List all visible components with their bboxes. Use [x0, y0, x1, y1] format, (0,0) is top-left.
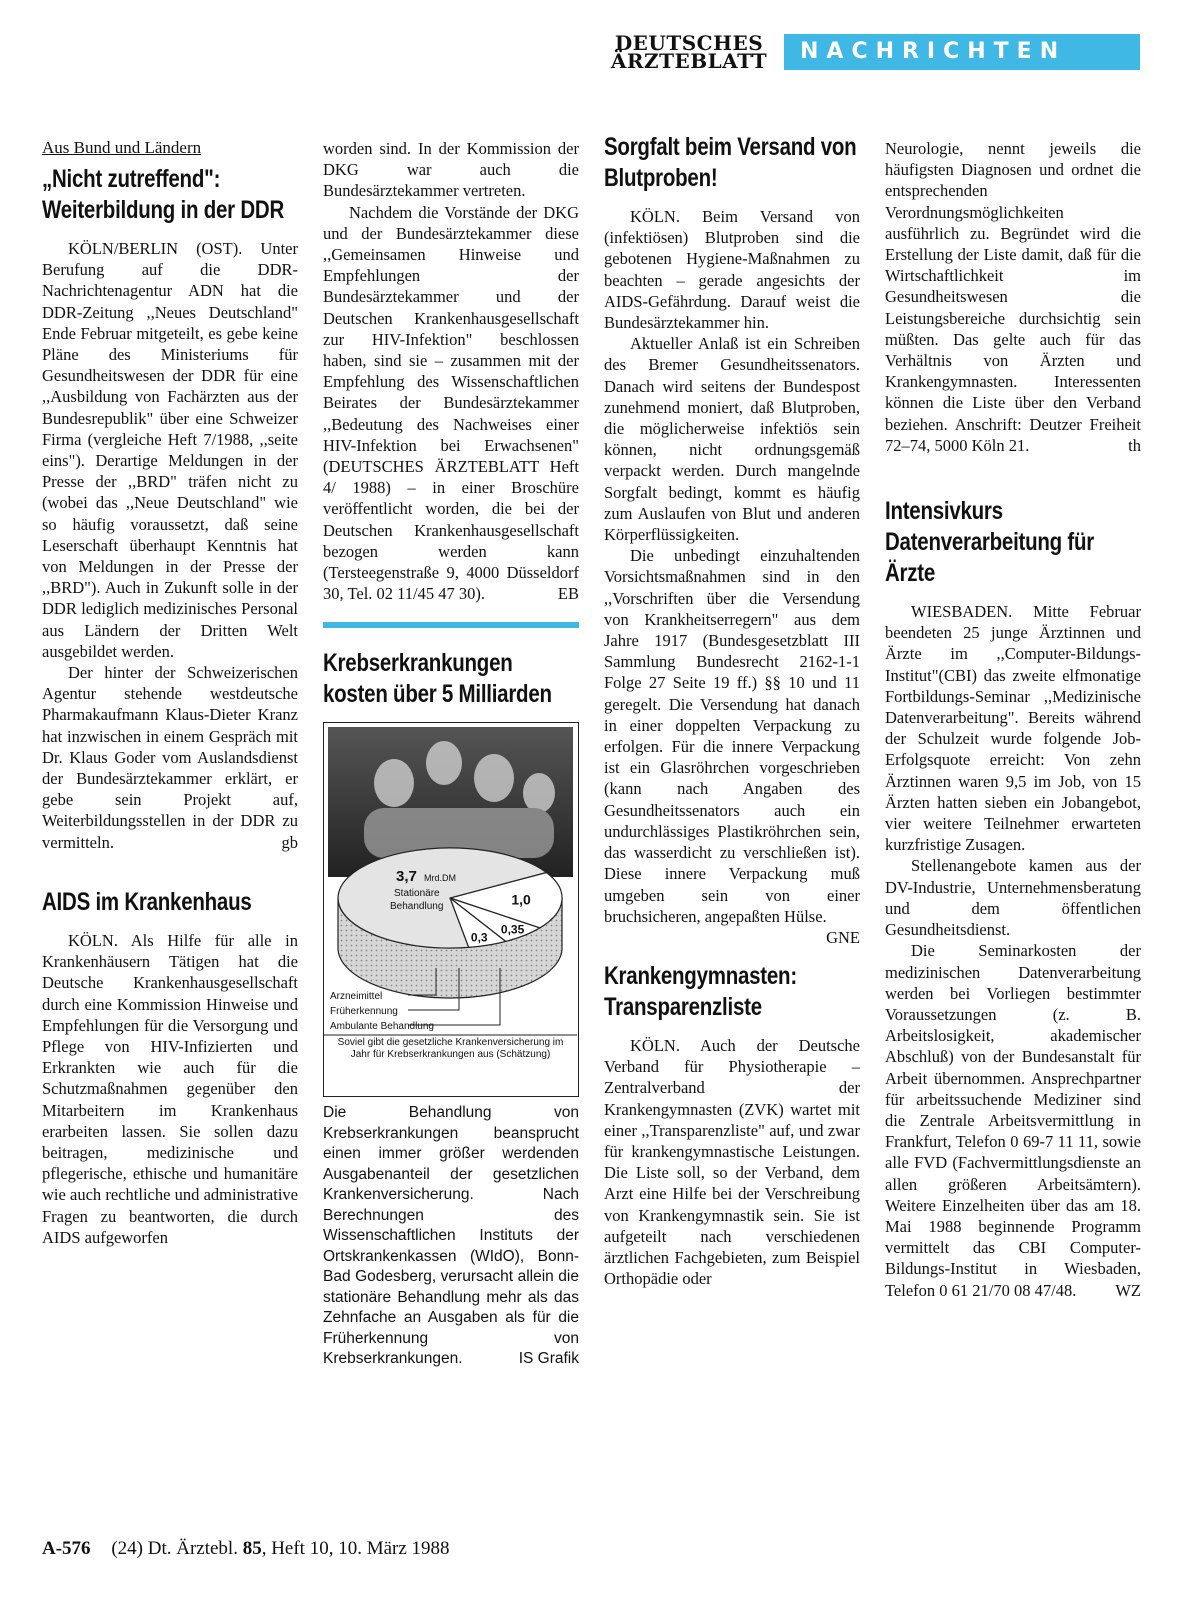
- paragraph: [42, 662, 298, 853]
- article-aids-krankenhaus: [42, 930, 298, 1248]
- paragraph: Aktueller Anlaß ist ein Schreiben des Bremer Gesundheitssenators. Danach wird seitens der Bundespost zunehmend moniert, daß Blutproben, die möglicherweise infektiös sein können, nicht ordnungsgemäß verpackt werden. Durch mangelnde Sorgfalt bedingt, kommt es häufig zum Auslaufen von Blut und anderen Körperflüssigkeiten.: [604, 334, 860, 545]
- paragraph-text: Der hinter der Schweizerischen Agentur stehende westdeutsche Pharmakaufmann Klaus-Dieter Kranz hat inzwischen in einem Gespräch mit Dr. Klaus Goder vom Auslandsdienst der Bundesärztekammer erklärt, er gebe sein Projekt auf, Weiterbildungsstellen in der DDR zu vermitteln.: [42, 663, 298, 852]
- article-aids-continued: [323, 138, 579, 604]
- paragraph: KÖLN/BERLIN (OST). Unter Berufung auf die DDR-Nachrichtenagentur ADN hat die DDR-Zeitung ,,Neues Deutschland" Ende Februar mitgeteilt, es gebe keine Pläne des Ministeriums für Gesundheitswesen der DDR für eine ,,Ausbildung von Fachärzten aus der Bundesrepublik" über eine Schweizer Firma (vergleiche Heft 7/1988, ,,seite eins"). Derartige Meldungen in der Presse der ,,BRD" träfen nicht zu (wobei das ,,Neue Deutschland" wie so häufig voraussetzt, daß seine Leserschaft überhaupt Kenntnis hat von Meldungen in der Presse der ,,BRD"). Auch in Zukunft solle in der DDR lediglich medizinisches Personal aus Ländern der Dritten Welt ausgebildet werden.: [42, 239, 298, 661]
- author-sign: th: [1128, 435, 1141, 455]
- paragraph: KÖLN. Beim Versand von (infektiösen) Blutproben sind die gebotenen Hygiene-Maßnahmen zu beachten – gerade angesichts der AIDS-Gefährdung. Darauf weist die Bundesärztekammer hin.: [604, 207, 860, 333]
- pie-label-frueherkennung-value: 0,35: [500, 923, 525, 938]
- pie-label-ambulant-value: 1,0: [511, 892, 531, 909]
- column-3: [604, 133, 860, 1289]
- article-blutproben: [604, 206, 860, 947]
- page-number: A-576: [42, 1538, 91, 1559]
- paragraph: [604, 545, 860, 947]
- pie-label-arzneimittel-value: 0,3: [470, 931, 488, 946]
- paragraph: [885, 138, 1141, 456]
- paragraph: KÖLN. Als Hilfe für alle in Krankenhäusern Tätigen hat die Deutsche Krankenhausgesellschaft durch eine Kommission Hinweise und Empfehlungen für die Versorgung und Pflege von HIV-Infizierten und Erkrankten wie auch für die Schutzmaßnahmen gegenüber den Mitarbeitern im Krankenhaus erarbeiten lassen. Sie sollen dazu beitragen, medizinische und pflegerische, ethische und humanitäre wie auch rechtliche und administrative Fragen zu beantworten, die durch AIDS aufgeworfen: [42, 930, 298, 1247]
- divider-rule: [323, 622, 579, 628]
- chart-description: [323, 1103, 579, 1370]
- paragraph: [323, 202, 579, 605]
- headline-weiterbildung-ddr: „Nicht zutreffend": Weiterbildung in der DDR: [42, 165, 285, 224]
- paragraph: [885, 940, 1141, 1300]
- pie-label-stationaer-name-2: Behandlung: [390, 901, 444, 913]
- masthead-line2: ÄRZTEBLATT: [610, 49, 768, 73]
- chart-caption-small: Soviel gibt die gesetzliche Krankenversicherung im Jahr für Krebserkrankungen aus (Schätzung): [337, 1037, 564, 1061]
- author-sign: gb: [281, 832, 298, 852]
- legend-frueherkennung: Früherkennung: [330, 1006, 398, 1018]
- headline-krebserkrankungen: Krebserkrankungen kosten über 5 Milliarden: [323, 649, 552, 709]
- article-transparenzliste: [604, 1035, 860, 1289]
- headline-transparenzliste: Krankengymnasten: Transparenzliste: [604, 961, 797, 1021]
- caption-text: Die Behandlung von Krebserkrankungen beansprucht einen immer größer werdenden Ausgabenanteil der gesetzlichen Krankenversicherung. Nach Berechnungen des Wissenschaftlichen Instituts der Ortskrankenkassen (WIdO), Bonn-Bad Godesberg, verursacht allein die stationäre Behandlung mehr als das Zehnfache an Ausgaben als für die Früherkennung von Krebserkrankungen.: [323, 1104, 579, 1368]
- headline-blutproben: Sorgfalt beim Versand von Blutproben!: [604, 133, 857, 192]
- column-2: [323, 138, 579, 1370]
- paragraph-text: Nachdem die Vorstände der DKG und der Bundesärztekammer diese ,,Gemeinsamen Hinweise und Empfehlungen der Bundesärztekammer und der Deutschen Krankenhausgesellschaft zur HIV-Infektion" beschlossen haben, sind sie – zusammen mit der Empfehlung des Wissenschaftlichen Beirates der Bundesärztekammer ,,Bedeutung des Nachweises einer HIV-Infektion bei Erwachsenen" (DEUTSCHES ÄRZTEBLATT Heft 4/ 1988) – in einer Broschüre veröffentlicht worden, die bei der Deutschen Krankenhausgesellschaft bezogen werden kann (Tersteegenstraße 9, 4000 Düsseldorf 30, Tel. 02 11/45 47 30).: [323, 202, 579, 604]
- column-4: [885, 138, 1141, 1301]
- paragraph: Stellenangebote kamen aus der DV-Industrie, Unternehmensberatung und dem öffentlichen Gesundheitsdienst.: [885, 856, 1141, 940]
- headline-aids-krankenhaus: AIDS im Krankenhaus: [42, 887, 252, 916]
- pie-label-unit: Mrd.DM: [424, 873, 456, 884]
- section-label: Aus Bund und Ländern: [42, 138, 202, 157]
- author-sign: EB: [557, 584, 579, 604]
- citation-volume: 85: [242, 1538, 262, 1559]
- pie-label-stationaer-name-1: Stationäre: [394, 888, 440, 900]
- chart-credit: IS Grafik: [518, 1350, 579, 1368]
- pie-label-stationaer-value: 3,7: [396, 868, 417, 886]
- paragraph: worden sind. In der Kommission der DKG war auch die Bundesärztekammer vertreten.: [323, 139, 579, 201]
- author-sign: GNE: [826, 927, 860, 947]
- masthead-logo: [604, 31, 774, 73]
- paragraph: KÖLN. Auch der Deutsche Verband für Physiotherapie – Zentralverband der Krankengymnasten (ZVK) wartet mit einer ,,Transparenzliste" auf, und zwar für krankengymnastische Leistungen. Die Liste soll, so der Verband, dem Arzt eine Hilfe bei der Verschreibung von Krankengymnastik sein. Sie ist aufgeteilt nach verschiedenen ärztlichen Fachgebieten, zum Beispiel Orthopädie oder: [604, 1035, 860, 1289]
- paragraph-text: Neurologie, nennt jeweils die häufigsten Diagnosen und ordnet die entsprechenden Verordnungsmöglichkeiten ausführlich zu. Begründet wird die Erstellung der Liste damit, daß für die Wirtschaftlichkeit im Gesundheitswesen die Leistungsbereiche durchsichtig sein müßten. Das gelte auch für das Verhältnis von Ärzten und Krankengymnasten. Interessenten können die Liste über den Verband beziehen. Anschrift: Deutzer Freiheit 72–74, 5000 Köln 21.: [885, 139, 1141, 455]
- page-footer: [42, 1538, 450, 1560]
- article-weiterbildung-ddr: [42, 238, 298, 853]
- masthead-line1: DEUTSCHES: [614, 31, 764, 55]
- paragraph-text: Die Seminarkosten der medizinischen Datenverarbeitung werden bei Vorliegen bestimmter Voraussetzungen (z. B. Arbeitslosigkeit, akademischer Abschluß) von der Bundesanstalt für Arbeit übernommen. Ansprechpartner für arbeitssuchende Mediziner sind die Zentrale Arbeitsvermittlung in Frankfurt, Telefon 0 69-7 11 11, sowie alle FVD (Fachvermittlungsdienste an allen größeren Arbeitsämtern). Weitere Einzelheiten über das am 18. Mai 1988 beginnende Programm vermittelt das CBI Computer-Bildungs-Institut in Wiesbaden, Telefon 0 61 21/70 08 47/48.: [885, 941, 1141, 1300]
- author-sign: WZ: [1115, 1280, 1141, 1300]
- paragraph: WIESBADEN. Mitte Februar beendeten 25 junge Ärztinnen und Ärzte im ,,Computer-Bildungs-Institut"(CBI) das zweite elfmonatige Fortbildungs-Seminar ,,Medizinische Datenverarbeitung". Bereits während der Schulzeit wurde folgende Job-Erfolgsquote erreicht: Von zehn Ärztinnen waren 9,5 im Job, von 15 Ärzten hatten sieben ein Jobangebot, vier weitere Teilnehmer erwarteten kurzfristige Zusagen.: [885, 602, 1141, 855]
- citation-post: , Heft 10, 10. März 1988: [261, 1538, 450, 1559]
- pie-chart-svg: [324, 723, 577, 1095]
- article-datenverarbeitung: [885, 601, 1141, 1301]
- legend-ambulant: Ambulante Behandlung: [330, 1021, 434, 1033]
- article-transparenzliste-continued: [885, 138, 1141, 456]
- headline-datenverarbeitung: Intensivkurs Datenverarbeitung für Ärzte: [885, 497, 1094, 588]
- legend-arzneimittel: Arzneimittel: [330, 991, 383, 1003]
- citation-pre: (24) Dt. Ärztebl.: [111, 1538, 238, 1559]
- column-1: [42, 138, 298, 1248]
- pie-chart-figure: [323, 722, 579, 1097]
- paragraph-text: Die unbedingt einzuhaltenden Vorsichtsmaßnahmen sind in den ,,Vorschriften über die Versendung von Krankheitserregern" aus dem Jahre 1917 (Bundesgesetzblatt III Sammlung Bundesrecht 2162-1-1 Folge 27 Seite 19 ff.) §§ 10 und 11 geregelt. Die Versendung hat danach in einer doppelten Verpackung zu erfolgen. Für die innere Verpackung ist ein Glasröhrchen vorgeschrieben (kann nach Angaben des Gesundheitssenators auch ein undurchlässiges Plastikröhrchen sein, das wasserdicht zu verschließen ist). Diese innere Verpackung muß umgeben sein von einer bruchsicheren, angepaßten Hülse.: [604, 546, 860, 926]
- section-banner: NACHRICHTEN: [784, 34, 1140, 70]
